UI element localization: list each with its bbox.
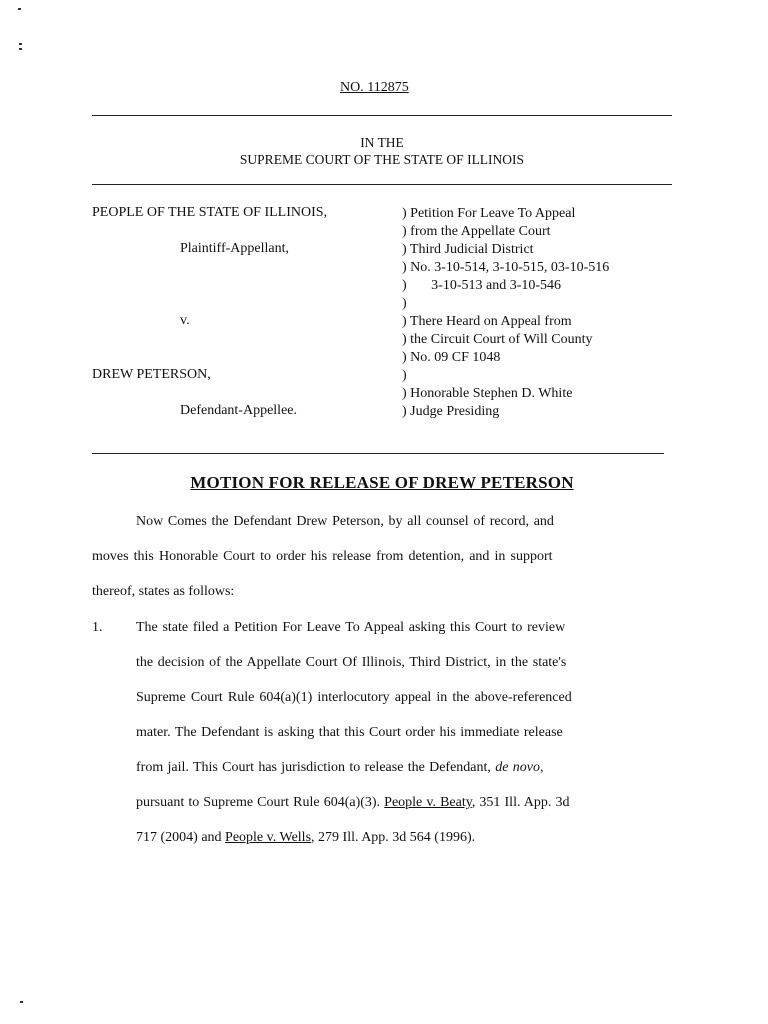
intro-line: moves this Honorable Court to order his release from detention, and in support: [92, 549, 553, 564]
item-line: [136, 795, 570, 811]
item-text: ,: [539, 760, 544, 775]
caption-line: ) from the Appellate Court: [402, 224, 551, 239]
item-text: pursuant to Supreme Court Rule 604(a)(3).: [136, 795, 385, 810]
caption-line: ) There Heard on Appeal from: [402, 314, 572, 329]
motion-title: MOTION FOR RELEASE OF DREW PETERSON: [190, 473, 574, 492]
item-text: , 351 Ill. App. 3d: [471, 795, 570, 810]
scan-speck: [19, 43, 22, 45]
item-italic-text: de novo: [495, 760, 540, 775]
caption-line: ) Third Judicial District: [402, 242, 534, 257]
item-text: 717 (2004) and: [136, 830, 226, 845]
item-line: Supreme Court Rule 604(a)(1) interlocutory appeal in the above-referenced: [136, 690, 572, 705]
caption-line: ) 3-10-513 and 3-10-546: [402, 278, 562, 293]
header-rule-bottom: [92, 184, 672, 185]
item-text: , 279 Ill. App. 3d 564 (1996).: [311, 830, 476, 845]
header-rule-top: [92, 115, 672, 116]
case-citation: People v. Wells: [225, 830, 312, 845]
caption-line: ) Petition For Leave To Appeal: [402, 206, 576, 221]
caption-line: ): [402, 368, 407, 383]
versus: v.: [180, 313, 190, 328]
caption-line: ) Judge Presiding: [402, 404, 500, 419]
item-line: mater. The Defendant is asking that this Court order his immediate release: [136, 725, 563, 740]
plaintiff-name: PEOPLE OF THE STATE OF ILLINOIS,: [92, 205, 328, 220]
case-number: NO. 112875: [340, 80, 409, 95]
item-line: [136, 760, 543, 776]
defendant-role: Defendant-Appellee.: [180, 403, 297, 418]
court-line-1: IN THE: [360, 135, 404, 150]
intro-line: Now Comes the Defendant Drew Peterson, by all counsel of record, and: [136, 514, 554, 529]
scan-speck: [19, 48, 22, 50]
caption-line: ): [402, 296, 407, 311]
caption-line: ) No. 3-10-514, 3-10-515, 03-10-516: [402, 260, 610, 275]
plaintiff-role: Plaintiff-Appellant,: [180, 241, 289, 256]
defendant-name: DREW PETERSON,: [92, 367, 211, 382]
caption-rule: [92, 453, 664, 454]
item-number: 1.: [92, 620, 103, 635]
intro-line: thereof, states as follows:: [92, 584, 235, 599]
caption-right-block: [402, 205, 609, 421]
item-line: [136, 830, 475, 846]
item-line: the decision of the Appellate Court Of Illinois, Third District, in the state's: [136, 655, 567, 670]
scan-speck: [18, 8, 21, 10]
scan-speck: [20, 1001, 23, 1003]
case-citation: People v. Beaty: [384, 795, 472, 810]
caption-line: ) Honorable Stephen D. White: [402, 386, 573, 401]
court-line-2: SUPREME COURT OF THE STATE OF ILLINOIS: [239, 152, 525, 167]
caption-line: ) the Circuit Court of Will County: [402, 332, 593, 347]
caption-line: ) No. 09 CF 1048: [402, 350, 501, 365]
item-text: from jail. This Court has jurisdiction to release the Defendant,: [136, 760, 496, 775]
item-line: The state filed a Petition For Leave To Appeal asking this Court to review: [136, 620, 566, 635]
